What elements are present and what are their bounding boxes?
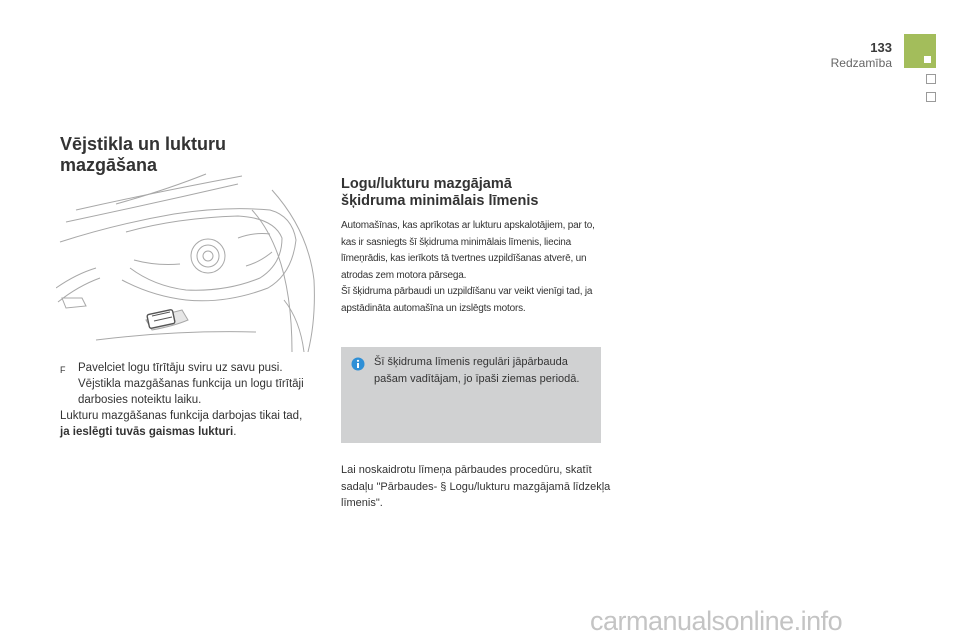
heading-line1: Logu/lukturu mazgājamā bbox=[341, 176, 512, 192]
description-para1: Automašīnas, kas aprīkotas ar lukturu apskalotājiem, par to, kas ir sasniegts šī šķidruma minimālais līmenis, liecina līmeņrādis, kas ierīkots tā tvertnes uzpildīšanas atverē, un atrodas zem motora pārsega. bbox=[341, 220, 595, 281]
info-box bbox=[341, 347, 601, 443]
heading-line2: šķidruma minimālais līmenis bbox=[341, 193, 539, 209]
section-tab-active[interactable] bbox=[904, 34, 936, 68]
description-para2: Šī šķidruma pārbaudi un uzpildīšanu var veikt vienīgi tad, ja apstādināta automašīna un izslēgts motors. bbox=[341, 286, 593, 314]
instruction-text: Pavelciet logu tīrītāju sviru uz savu pusi. Vējstikla mazgāšanas funkcija un logu tīrītāji darbosies noteiktu laiku. bbox=[78, 362, 304, 406]
lamp-wash-note bbox=[60, 408, 328, 440]
info-text: Šī šķidruma līmenis regulāri jāpārbauda pašam vadītājam, jo īpaši ziemas periodā. bbox=[374, 356, 580, 385]
main-title-line1: Vējstikla un lukturu bbox=[60, 134, 227, 154]
section-tab-3[interactable] bbox=[926, 92, 936, 102]
section-name: Redzamība bbox=[830, 56, 892, 70]
fluid-level-heading bbox=[341, 176, 611, 210]
section-tab-2[interactable] bbox=[926, 74, 936, 84]
watermark: carmanualsonline.info bbox=[590, 606, 843, 636]
note-plain: Lukturu mazgāšanas funkcija darbojas tikai tad, bbox=[60, 410, 303, 422]
main-title-line2: mazgāšana bbox=[60, 155, 158, 175]
info-icon bbox=[351, 357, 365, 371]
page-number: 133 bbox=[870, 40, 892, 55]
note-end: . bbox=[233, 426, 237, 438]
procedure-reference: Lai noskaidrotu līmeņa pārbaudes procedūru, skatīt sadaļu "Pārbaudes- § Logu/lukturu mazgājamā līdzekļa līmenis". bbox=[341, 464, 611, 509]
arrow-bullet-icon: F bbox=[60, 365, 66, 375]
note-bold: ja ieslēgti tuvās gaismas lukturi bbox=[60, 426, 234, 438]
instruction-block bbox=[60, 360, 328, 440]
fluid-level-description bbox=[341, 218, 609, 317]
tab-marker-icon bbox=[924, 56, 931, 63]
headlamp-illustration bbox=[56, 170, 320, 352]
instruction-item bbox=[60, 360, 328, 408]
